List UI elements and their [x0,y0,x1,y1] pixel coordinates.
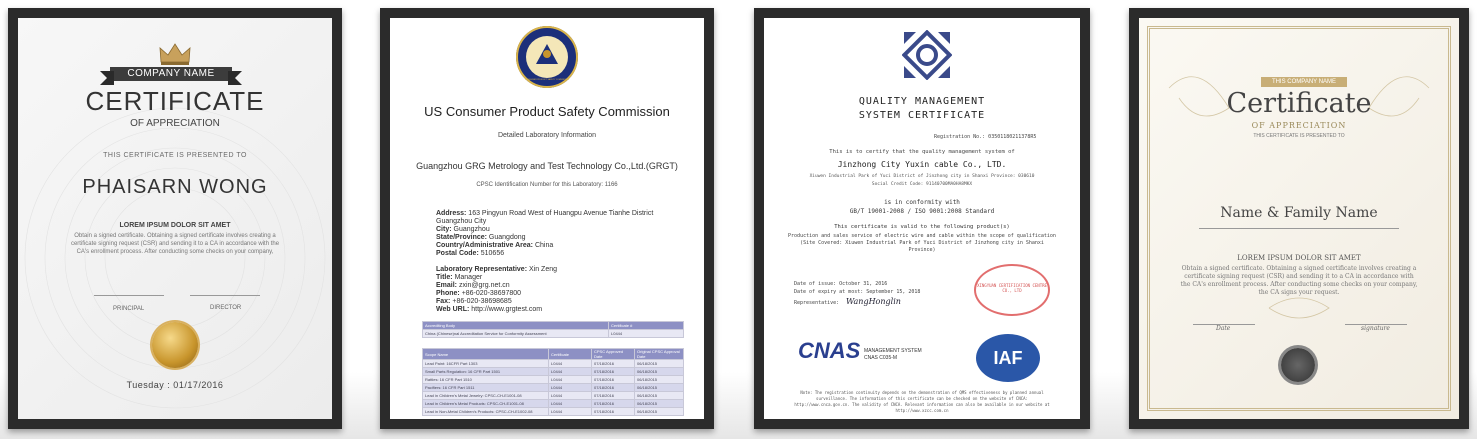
scope-cell: 06/18/2015 [635,400,684,408]
scope-cell: 07/18/2016 [592,392,635,400]
scope-table: Scope Name Certificate CPSC Approved Date Original CPSC Approval Date Lead Paint: 16CFR Part 1303 L0444 07/18/2016 06/18/2015 Small Parts Regulation: 16 CFR Part 1501 L0444 07/18/2016 06/18/2015 Rattles: 16 CFR Part 1510 L0444 07/18/2016 06/18/2015 Pacifiers: 16 CFR Part 1511 L0444 07/18/2016 06/18/2015 Lead in Children's Metal Jewelry: CPSC-CH-E1001-08 L0444 07/18/2016 06/18/2015 Lead in Children's Metal Products: CPSC-CH-E1001-08 L0444 07/18/2016 06/18/2015 Lead in Non-Metal Children's Products: CPSC-CH-E1002-08 L0444 07/18/2016 06/18/2015 [422,348,684,416]
scope-cell: 07/18/2016 [592,376,635,384]
cpsc-seal-text: CONSUMER PRODUCT SAFETY COMMISSION [524,79,570,81]
scope-cell: 06/18/2015 [635,384,684,392]
note-text: Note: The registration continuity depends on the demonstration of QMS effectiveness by planned annual surveillance. The information of this certificate can be checked on the website of CNCA: http://www.cnca.gov.cn. The validity of CNCA. Relevant information can also be available in our website at http://www.xzcc.com.cn [794,390,1050,413]
name-underline [1199,228,1399,229]
scope-row [423,400,684,408]
qms-title-line2: SYSTEM CERTIFICATE [858,110,986,121]
cpsc-subtitle: Detailed Laboratory Information [497,132,597,139]
lorem-heading: LOREM IPSUM DOLOR SIT AMET [119,222,231,229]
social-credit-code: Social Credit Code: 91140700MA0HA8MKX [871,182,973,187]
email-field: Email: zxin@grg.net.cn [436,282,510,289]
company-ribbon: THIS COMPANY NAME [1261,77,1347,87]
representative-label: Representative: [794,300,840,306]
scope-cell: 06/18/2015 [635,368,684,376]
rep-field: Laboratory Representative: Xin Zeng [436,266,558,273]
expiry-date: Date of expiry at most: September 15, 2018 [794,289,921,295]
iaf-logo-icon [976,334,1040,382]
scope-cell: L0444 [549,376,592,384]
standard-text: GB/T 19001-2008 / ISO 9001:2008 Standard [849,208,995,215]
scope-cell: 07/18/2016 [592,400,635,408]
director-label: DIRECTOR [210,305,242,311]
scope-cell: 06/18/2015 [635,408,684,416]
country-field: Country/Administrative Area: China [436,242,554,249]
scope-cell: Small Parts Regulation: 16 CFR Part 1501 [423,368,549,376]
scope-cell: L0444 [549,368,592,376]
date-label: Date [1216,325,1231,332]
principal-label: PRINCIPAL [113,306,145,312]
scope-cell: 07/18/2016 [592,384,635,392]
scope-cell: Lead in Children's Metal Products: CPSC-CH-E1001-08 [423,400,549,408]
fax-field: Fax: +86-020-38698685 [436,298,512,305]
accreditation-table: Accrediting Body Certificate # China (Chinese)nal Accreditation Service for Conformity Assessment L0444 [422,321,684,338]
certificate-body: Obtain a signed certificate. Obtaining a signed certificate involves creating a certificate signing request (CSR) and sending it to a CA in accordance with the CA's enrollment process. After conducting some checks on your company, [70,233,280,255]
postal-field: Postal Code: 510656 [436,250,505,257]
scope-cell: Pacifiers: 16 CFR Part 1511 [423,384,549,392]
qms-logo-icon [902,30,952,80]
certificate-classic [1139,18,1459,419]
scope-cell: L0444 [549,360,592,368]
scope-row [423,392,684,400]
cnas-logo: CNAS [798,338,861,363]
cnas-number: CNAS C035-M [864,355,898,361]
recipient-name: PHAISARN WONG [82,176,268,198]
red-stamp-icon [974,264,1050,316]
classic-subtitle: OF APPRECIATION [1251,121,1347,130]
certificate-subtitle: OF APPRECIATION [130,118,220,129]
scope-cell: Lead in Non-Metal Children's Products: CPSC-CH-E1002-08 [423,408,549,416]
valid-text: This certificate is valid to the following product(s) [834,224,1010,230]
web-field: Web URL: http://www.grgtest.com [436,306,543,313]
state-field: State/Province: Guangdong [436,234,526,241]
scope-cell: Lead in Children's Metal Jewelry: CPSC-CH-E1001-08 [423,392,549,400]
scope-cell: 06/18/2015 [635,376,684,384]
scope-cell: 07/18/2016 [592,408,635,416]
stamp-text: XINGYUAN CERTIFICATION CENTRE CO., LTD [977,283,1047,293]
certificate-cpsc [390,18,704,419]
company-address: Xiuwen Industrial Park of Yuci District of Jinzhong city in Shanxi Province: 030610 [809,174,1035,179]
scope-cell: 06/18/2015 [635,392,684,400]
scope-cell: L0444 [549,392,592,400]
scope-cell: L0444 [549,384,592,392]
cnas-ms: MANAGEMENT SYSTEM [864,348,922,354]
scope-cell: 07/18/2016 [592,360,635,368]
scope-row [423,408,684,416]
gold-seal-icon [152,322,198,368]
city-field: City: Guangzhou [436,226,490,233]
presented-to-text: THIS CERTIFICATE IS PRESENTED TO [103,152,247,159]
certificate-appreciation [18,18,332,419]
black-seal-icon [1281,348,1315,382]
company-name: Jinzhong City Yuxin cable Co., LTD. [837,160,1007,169]
scope-row [423,376,684,384]
scope-cell: Rattles: 16 CFR Part 1510 [423,376,549,384]
scope-cell: Lead Paint: 16CFR Part 1303 [423,360,549,368]
representative-signature: WangHonglin [846,297,901,306]
certificate-frame-appreciation[interactable] [8,8,342,429]
scope-cell: 07/18/2016 [592,368,635,376]
crown-icon [158,42,192,66]
company-name-ribbon: COMPANY NAME [110,67,232,81]
conformity-text: is in conformity with [884,199,960,206]
classic-body: Obtain a signed certificate. Obtaining a signed certificate involves creating a certificate signing request (CSR) and sending it to a CA in accordance with the CA's enrollment process. After conducting some checks on your company, the CA signs your request. [1180,265,1418,296]
cpsc-id: CPSC Identification Number for this Laboratory: 1166 [476,182,618,188]
address-field: Address: 163 Pingyun Road West of Huangpu Avenue Tianhe District Guangzhou City [436,210,654,225]
certify-text: This is to certify that the quality management system of [829,149,1015,155]
certificate-frame-classic[interactable] [1129,8,1469,429]
phone-field: Phone: +86-020-38697800 [436,290,522,297]
certificate-qms [764,18,1080,419]
certificate-frame-cpsc[interactable] [380,8,714,429]
certificate-date: Tuesday : 01/17/2016 [126,380,224,390]
lab-name: Guangzhou GRG Metrology and Test Technology Co.,Ltd.(GRGT) [416,161,678,171]
scope-cell: L0444 [549,400,592,408]
scope-row [423,360,684,368]
classic-title: Certificate [1226,88,1372,119]
title-field: Title: Manager [436,274,483,281]
classic-lorem: LOREM IPSUM DOLOR SIT AMET [1237,254,1361,262]
certificate-title: CERTIFICATE [85,86,265,116]
scope-cell: L0444 [549,408,592,416]
cpsc-title: US Consumer Product Safety Commission [424,104,670,119]
signature-label: signature [1361,325,1390,332]
classic-presented: THIS CERTIFICATE IS PRESENTED TO [1253,133,1345,139]
scope-cell: 06/18/2015 [635,360,684,368]
issue-date: Date of issue: October 31, 2016 [794,281,888,287]
principal-line [94,295,164,296]
qms-title-line1: QUALITY MANAGEMENT [858,96,986,107]
certificate-frame-qms[interactable] [754,8,1090,429]
classic-recipient-name: Name & Family Name [1220,205,1378,221]
scope-text: Production and sales service of electric wire and cable within the scope of qualification (Site Covered: Xiuwen Industrial Park of Yuci District of Jinzhong city in Shanxi Province) [788,233,1056,253]
registration-number: Registration No.: 03501180211378R5 [934,134,1037,140]
scope-row [423,384,684,392]
scope-row [423,368,684,376]
iaf-text: IAF [993,348,1023,368]
director-line [190,295,260,296]
